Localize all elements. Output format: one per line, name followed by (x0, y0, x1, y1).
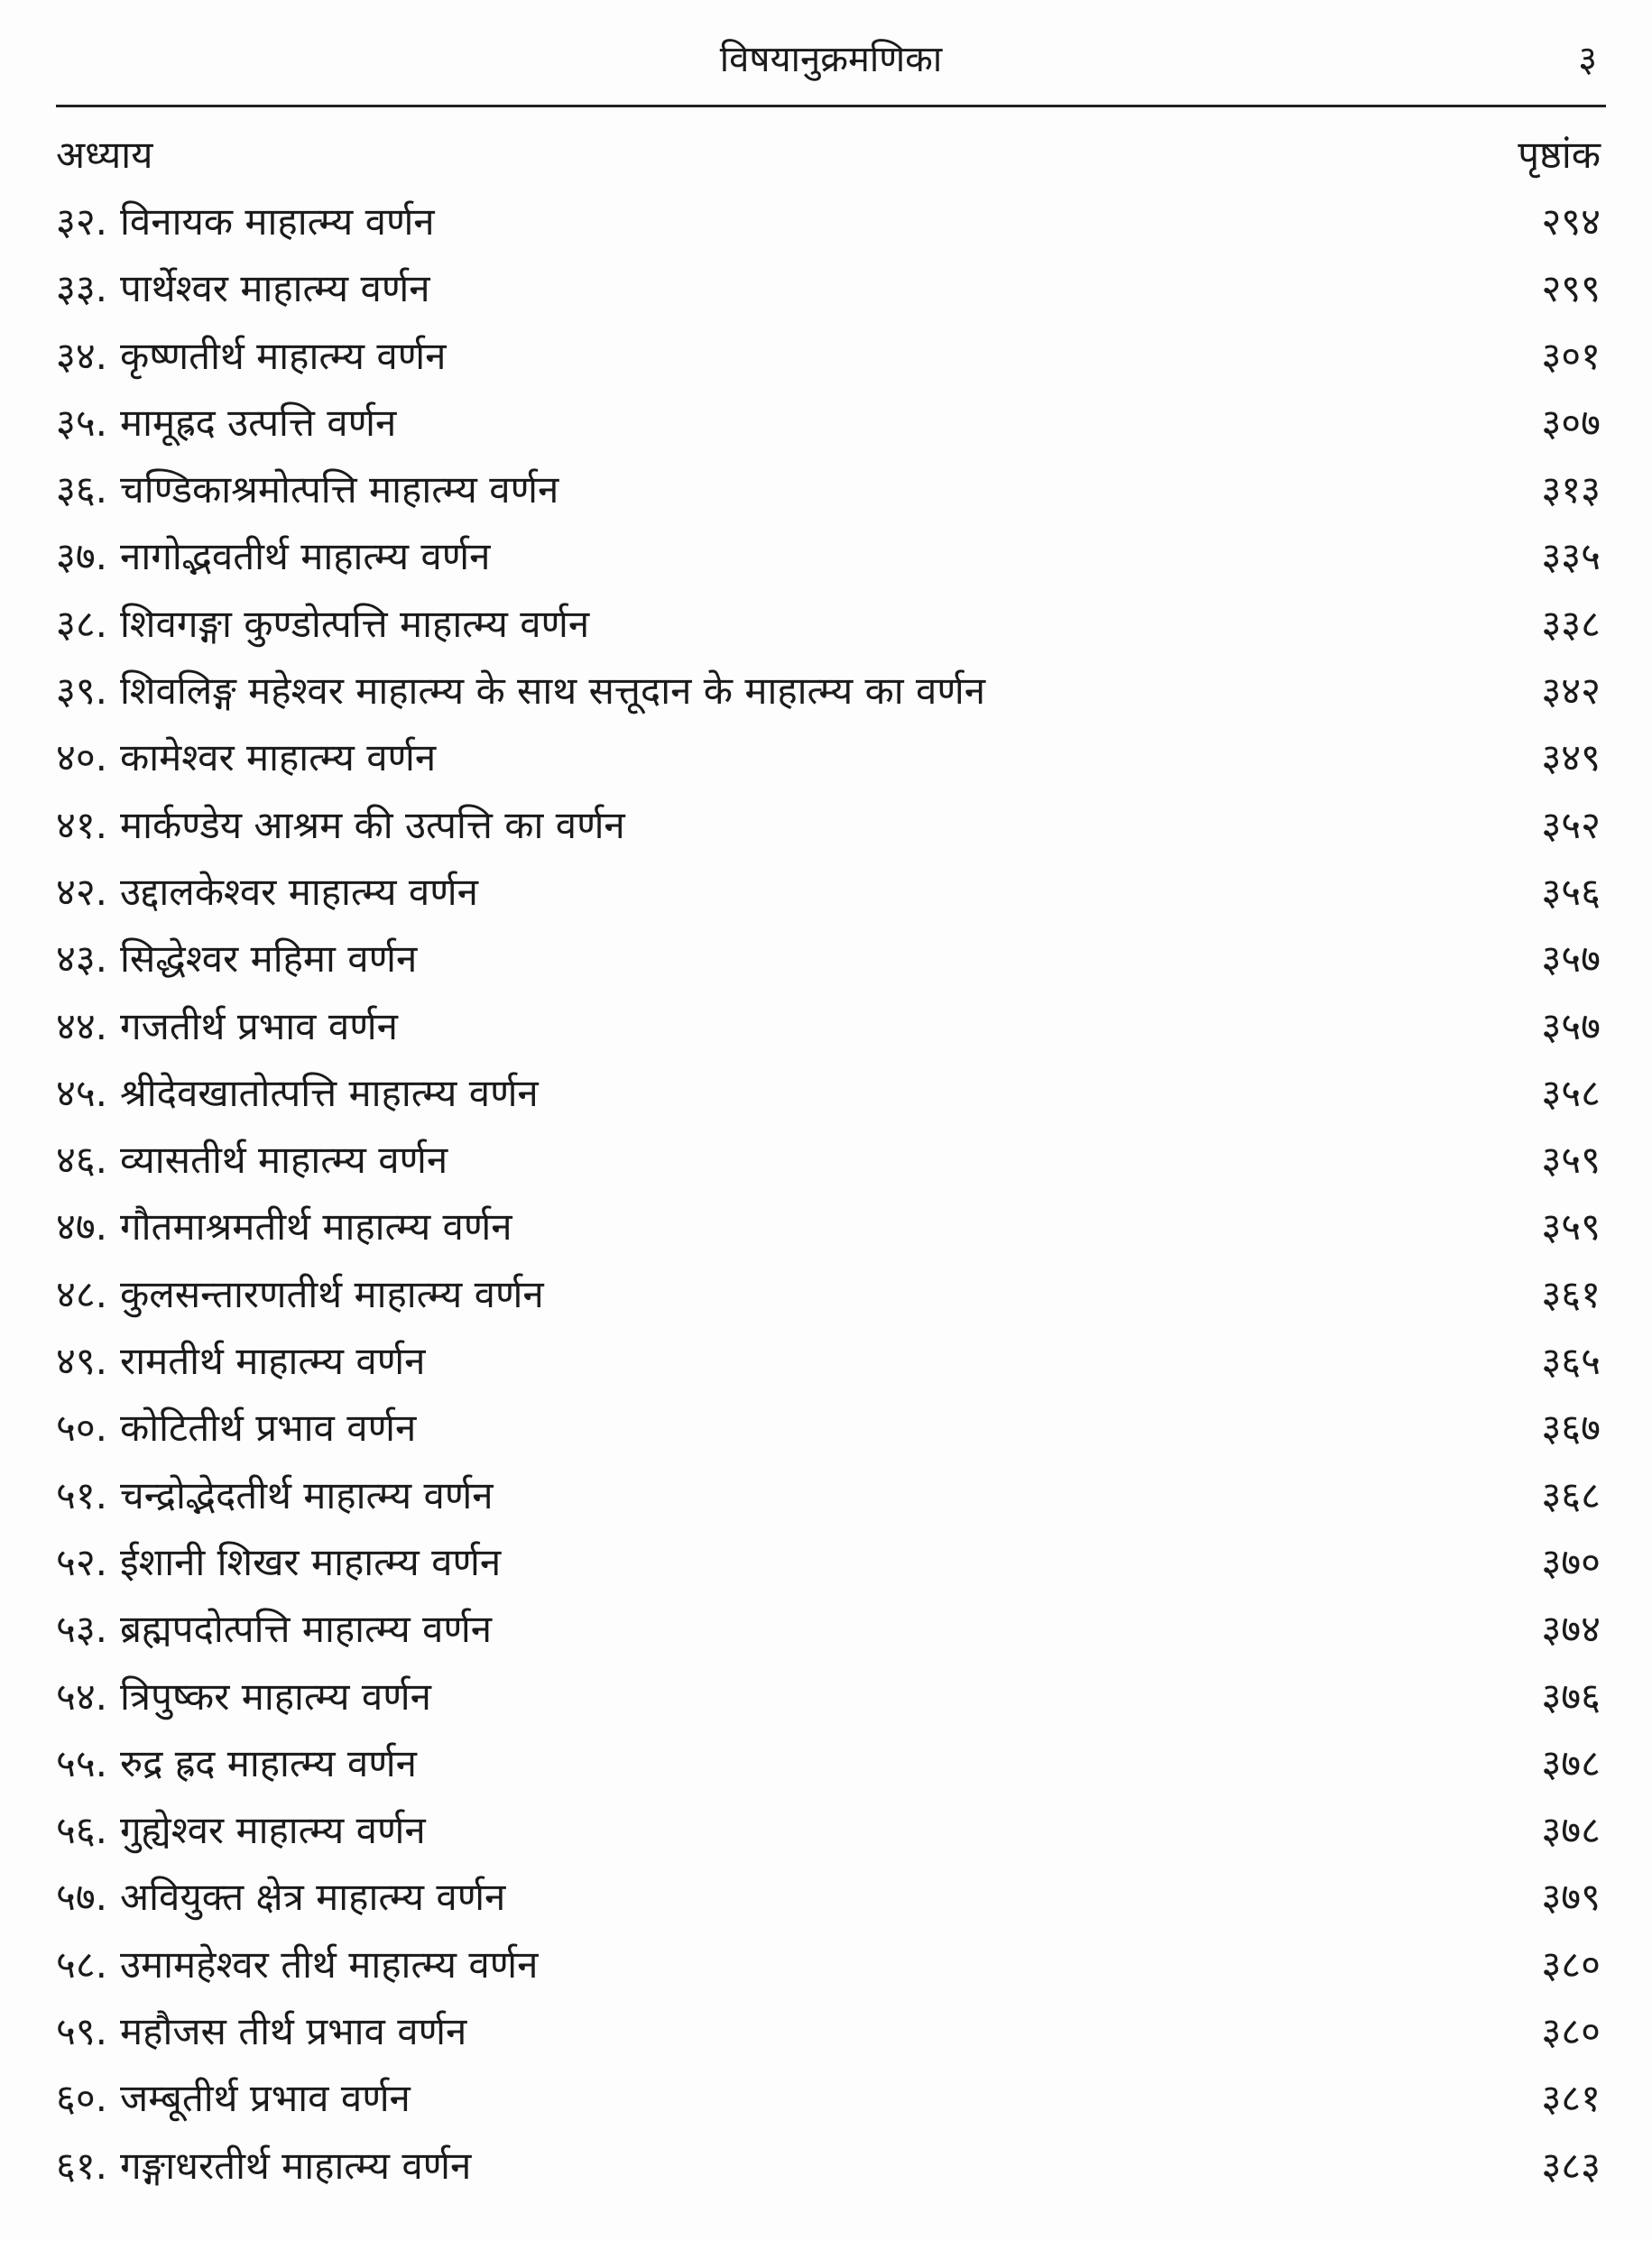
chapter-number: ६०. (56, 2076, 108, 2121)
chapter-title: महौजस तीर्थ प्रभाव वर्णन (120, 2009, 467, 2054)
chapter-page-number: ३६१ (1541, 1271, 1601, 1316)
chapter-title: शिवलिङ्ग महेश्वर माहात्म्य के साथ सत्तूदान के माहात्म्य का वर्णन (120, 669, 986, 714)
toc-entry (56, 2071, 1601, 2138)
chapter-title: गङ्गाधरतीर्थ माहात्म्य वर्णन (120, 2143, 472, 2188)
chapter-number: ३७. (56, 534, 108, 579)
toc-entry (56, 1536, 1601, 1602)
chapter-title: सिद्धेश्वर महिमा वर्णन (120, 936, 418, 982)
chapter-page-number: ३७४ (1541, 1607, 1601, 1652)
chapter-page-number: ३८० (1541, 2009, 1601, 2054)
chapter-title: उद्दालकेश्वर माहात्म्य वर्णन (120, 869, 478, 914)
toc-entry (56, 1066, 1601, 1133)
chapter-page-number: ३७८ (1541, 1808, 1601, 1853)
chapter-number: ५०. (56, 1406, 108, 1451)
page-title: विषयानुक्रमणिका (719, 39, 943, 80)
chapter-page-number: ३४२ (1541, 669, 1601, 714)
chapter-title: चण्डिकाश्रमोत्पत्ति माहात्म्य वर्णन (120, 467, 559, 512)
chapter-title: नागोद्भवतीर्थ माहात्म्य वर्णन (120, 534, 491, 579)
chapter-page-number: ३०७ (1541, 400, 1601, 445)
chapter-title: अवियुक्त क्षेत्र माहात्म्य वर्णन (120, 1875, 506, 1920)
toc-entry (56, 1602, 1601, 1669)
chapter-page-number: ३८३ (1541, 2143, 1601, 2188)
chapter-title: जम्बूतीर्थ प्रभाव वर्णन (120, 2076, 411, 2121)
chapter-number: ३६. (56, 467, 108, 512)
chapter-page-number: ३७८ (1541, 1740, 1601, 1785)
chapter-page-number: ३५७ (1541, 936, 1601, 982)
toc-entry (56, 664, 1601, 731)
toc-entry (56, 932, 1601, 999)
chapter-number: ५४. (56, 1674, 108, 1719)
chapter-number: ४०. (56, 735, 108, 780)
chapter-number: ५८. (56, 1941, 108, 1987)
chapter-title: ईशानी शिखर माहात्म्य वर्णन (120, 1539, 502, 1584)
chapter-page-number: ३८१ (1541, 2076, 1601, 2121)
toc-entry (56, 731, 1601, 798)
toc-entry (56, 1334, 1601, 1401)
chapter-title: कृष्णतीर्थ माहात्म्य वर्णन (120, 333, 447, 378)
chapter-page-number: ३८० (1541, 1941, 1601, 1987)
toc-entry (56, 1133, 1601, 1200)
chapter-number: ५१. (56, 1472, 108, 1517)
toc-entry (56, 1938, 1601, 2005)
chapter-number: ४८. (56, 1271, 108, 1316)
chapter-number: ४४. (56, 1003, 108, 1048)
chapter-number: ५२. (56, 1539, 108, 1584)
header-divider (56, 105, 1606, 107)
table-of-contents (56, 195, 1601, 2206)
chapter-number: ३२. (56, 199, 108, 244)
chapter-title: त्रिपुष्कर माहात्म्य वर्णन (120, 1674, 431, 1719)
chapter-page-number: ३६७ (1541, 1406, 1601, 1451)
chapter-number: ५५. (56, 1740, 108, 1785)
chapter-number: ४३. (56, 936, 108, 982)
chapter-title: रामतीर्थ माहात्म्य वर्णन (120, 1339, 426, 1384)
toc-entry (56, 2139, 1601, 2206)
chapter-page-number: ३०१ (1541, 333, 1601, 378)
toc-entry (56, 597, 1601, 664)
toc-entry (56, 463, 1601, 530)
page-number: ३ (1578, 39, 1597, 80)
chapter-title: ब्रह्मपदोत्पत्ति माहात्म्य वर्णन (120, 1607, 493, 1652)
chapter-page-number: ३५९ (1541, 1204, 1601, 1250)
chapter-page-number: ३३५ (1541, 534, 1601, 579)
chapter-title: रुद्र ह्रद माहात्म्य वर्णन (120, 1740, 417, 1785)
chapter-title: श्रीदेवखातोत्पत्ति माहात्म्य वर्णन (120, 1070, 539, 1115)
chapter-title: गौतमाश्रमतीर्थ माहात्म्य वर्णन (120, 1204, 512, 1250)
chapter-page-number: ३१३ (1541, 467, 1601, 512)
chapter-page-number: ३५९ (1541, 1138, 1601, 1183)
chapter-number: ४९. (56, 1339, 108, 1384)
toc-entry (56, 1200, 1601, 1267)
chapter-title: मार्कण्डेय आश्रम की उत्पत्ति का वर्णन (120, 802, 625, 847)
chapter-page-number: ३७० (1541, 1539, 1601, 1584)
toc-entry (56, 396, 1601, 463)
toc-entry (56, 262, 1601, 328)
toc-entry (56, 1000, 1601, 1066)
chapter-number: ५९. (56, 2009, 108, 2054)
chapter-title: गजतीर्थ प्रभाव वर्णन (120, 1003, 398, 1048)
chapter-number: ५७. (56, 1875, 108, 1920)
chapter-title: चन्द्रोद्भेदतीर्थ माहात्म्य वर्णन (120, 1472, 494, 1517)
chapter-number: ३४. (56, 333, 108, 378)
toc-entry (56, 1268, 1601, 1334)
toc-entry (56, 329, 1601, 396)
chapter-number: ४६. (56, 1138, 108, 1183)
chapter-title: उमामहेश्वर तीर्थ माहात्म्य वर्णन (120, 1941, 539, 1987)
chapter-number: ४१. (56, 802, 108, 847)
column-headings (56, 126, 1601, 186)
toc-entry (56, 1737, 1601, 1803)
chapter-title: व्यासतीर्थ माहात्म्य वर्णन (120, 1138, 448, 1183)
chapter-number: ४२. (56, 869, 108, 914)
chapter-number: ४७. (56, 1204, 108, 1250)
page-column-heading: पृष्ठांक (1518, 133, 1601, 177)
chapter-number: ३५. (56, 400, 108, 445)
page-header (56, 27, 1606, 99)
chapter-column-heading: अध्याय (56, 133, 153, 177)
toc-entry (56, 2005, 1601, 2071)
chapter-number: ३३. (56, 266, 108, 311)
chapter-page-number: ३५८ (1541, 1070, 1601, 1115)
toc-entry (56, 1469, 1601, 1536)
chapter-title: शिवगङ्गा कुण्डोत्पत्ति माहात्म्य वर्णन (120, 601, 590, 646)
chapter-page-number: ३३८ (1541, 601, 1601, 646)
toc-entry (56, 530, 1601, 596)
chapter-page-number: ३६५ (1541, 1339, 1601, 1384)
toc-entry (56, 195, 1601, 262)
chapter-page-number: ३५७ (1541, 1003, 1601, 1048)
chapter-title: पार्थेश्वर माहात्म्य वर्णन (120, 266, 430, 311)
chapter-page-number: २९४ (1541, 199, 1601, 244)
toc-entry (56, 1401, 1601, 1468)
chapter-page-number: ३७९ (1541, 1875, 1601, 1920)
chapter-page-number: ३७६ (1541, 1674, 1601, 1719)
chapter-number: ४५. (56, 1070, 108, 1115)
chapter-number: ३९. (56, 669, 108, 714)
chapter-page-number: २९९ (1541, 266, 1601, 311)
chapter-number: ३८. (56, 601, 108, 646)
chapter-number: ६१. (56, 2143, 108, 2188)
chapter-title: मामूह्रद उत्पत्ति वर्णन (120, 400, 397, 445)
chapter-page-number: ३५२ (1541, 802, 1601, 847)
chapter-title: गुह्येश्वर माहात्म्य वर्णन (120, 1808, 426, 1853)
chapter-title: विनायक माहात्म्य वर्णन (120, 199, 435, 244)
toc-entry (56, 798, 1601, 865)
toc-entry (56, 1803, 1601, 1870)
chapter-page-number: ३६८ (1541, 1472, 1601, 1517)
chapter-title: कामेश्वर माहात्म्य वर्णन (120, 735, 437, 780)
chapter-title: कुलसन्तारणतीर्थ माहात्म्य वर्णन (120, 1271, 544, 1316)
toc-entry (56, 865, 1601, 932)
chapter-number: ५६. (56, 1808, 108, 1853)
toc-entry (56, 1670, 1601, 1737)
chapter-page-number: ३५६ (1541, 869, 1601, 914)
chapter-page-number: ३४९ (1541, 735, 1601, 780)
toc-entry (56, 1870, 1601, 1937)
chapter-number: ५३. (56, 1607, 108, 1652)
chapter-title: कोटितीर्थ प्रभाव वर्णन (120, 1406, 417, 1451)
